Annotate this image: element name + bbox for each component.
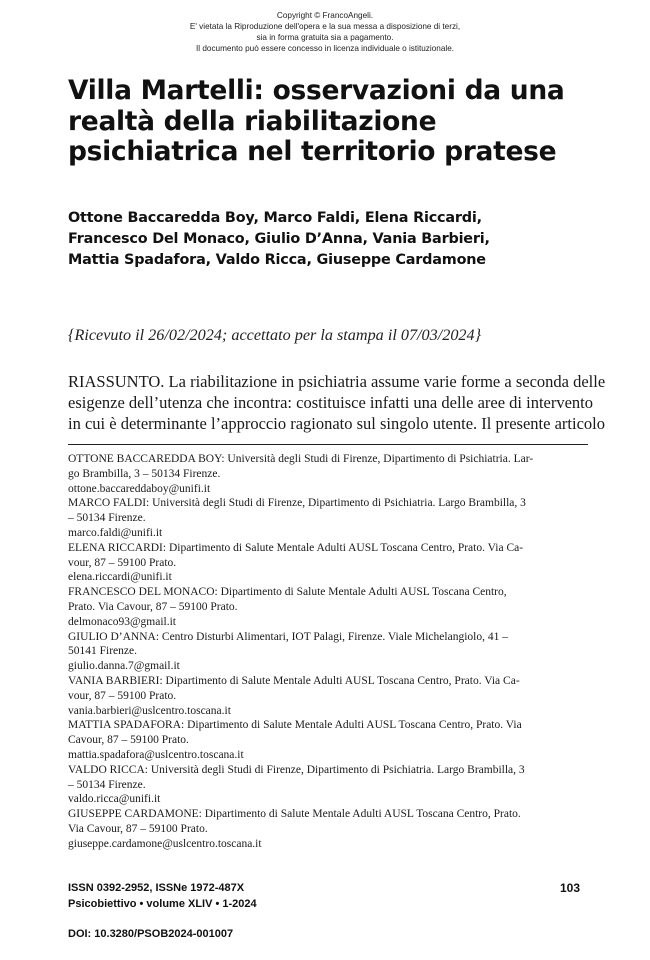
affiliation-line: VANIA BARBIERI: Dipartimento di Salute Mentale Adulti AUSL Toscana Centro, Prato. Via Ca- <box>68 674 520 687</box>
affiliation-line: Prato. Via Cavour, 87 – 59100 Prato. <box>68 600 238 613</box>
doi-line: DOI: 10.3280/PSOB2024-001007 <box>68 928 234 940</box>
copyright-line: Il documento può essere concesso in licenza individuale o istituzionale. <box>195 44 455 53</box>
issn-line: ISSN 0392-2952, ISSNe 1972-487X <box>68 882 245 894</box>
author-line: Mattia Spadafora, Valdo Ricca, Giuseppe Cardamone <box>68 252 486 268</box>
affiliation-line: MATTIA SPADAFORA: Dipartimento di Salute Mentale Adulti AUSL Toscana Centro, Prato. Via <box>68 719 522 732</box>
affiliation-line: FRANCESCO DEL MONACO: Dipartimento di Salute Mentale Adulti AUSL Toscana Centro, <box>68 586 507 599</box>
abstract-line: RIASSUNTO. La riabilitazione in psichiatria assume varie forme a seconda delle <box>68 372 606 391</box>
copyright-line: E' vietata la Riproduzione dell'opera e la sua messa a disposizione di terzi, <box>189 22 461 31</box>
abstract-line: in cui è determinante l’approccio ragionato sul singolo utente. Il presente articolo <box>68 414 605 433</box>
affiliation-line: elena.riccardi@unifi.it <box>68 571 172 584</box>
received-dates: {Ricevuto il 26/02/2024; accettato per la stampa il 07/03/2024} <box>68 326 482 344</box>
affiliation-line: giulio.danna.7@gmail.it <box>68 660 180 673</box>
author-line: Francesco Del Monaco, Giulio D’Anna, Vania Barbieri, <box>68 231 490 247</box>
abstract-line: esigenze dell’utenza che incontra: costituisce infatti una delle aree di intervento <box>68 393 594 412</box>
affiliation-line: valdo.ricca@unifi.it <box>68 793 161 806</box>
affiliation-line: – 50134 Firenze. <box>68 512 146 525</box>
author-line: Ottone Baccaredda Boy, Marco Faldi, Elena Riccardi, <box>68 210 482 226</box>
journal-volume-line: Psicobiettivo • volume XLIV • 1-2024 <box>68 898 257 910</box>
affiliation-line: GIULIO D’ANNA: Centro Disturbi Alimentari, IOT Palagi, Firenze. Viale Michelangiolo, 41 – <box>68 630 508 643</box>
affiliation-line: 50141 Firenze. <box>68 645 137 658</box>
affiliation-line: go Brambilla, 3 – 50134 Firenze. <box>68 467 221 480</box>
copyright-line: Copyright © FrancoAngeli. <box>276 11 374 20</box>
affiliation-line: mattia.spadafora@uslcentro.toscana.it <box>68 748 244 761</box>
page-number: 103 <box>559 881 580 895</box>
footnote-divider <box>68 444 588 445</box>
affiliation-line: vour, 87 – 59100 Prato. <box>68 689 177 702</box>
journal-footer <box>68 880 257 942</box>
copyright-line: sia in forma gratuita sia a pagamento. <box>256 33 394 42</box>
affiliation-line: marco.faldi@unifi.it <box>68 526 163 539</box>
affiliation-line: GIUSEPPE CARDAMONE: Dipartimento di Salute Mentale Adulti AUSL Toscana Centro, Prato. <box>68 808 521 821</box>
affiliation-line: VALDO RICCA: Università degli Studi di Firenze, Dipartimento di Psichiatria. Largo Brambilla, 3 <box>68 763 525 776</box>
affiliation-line: vour, 87 – 59100 Prato. <box>68 556 177 569</box>
affiliation-line: ottone.baccareddaboy@unifi.it <box>68 482 211 495</box>
affiliation-line: Via Cavour, 87 – 59100 Prato. <box>68 822 208 835</box>
abstract <box>68 371 606 434</box>
affiliation-line: delmonaco93@gmail.it <box>68 615 176 628</box>
affiliation-line: – 50134 Firenze. <box>68 778 146 791</box>
affiliation-line: Cavour, 87 – 59100 Prato. <box>68 734 189 747</box>
affiliation-line: giuseppe.cardamone@uslcentro.toscana.it <box>68 837 262 850</box>
affiliation-line: MARCO FALDI: Università degli Studi di Firenze, Dipartimento di Psichiatria. Largo Brambilla, 3 <box>68 497 526 510</box>
affiliation-line: OTTONE BACCAREDDA BOY: Università degli Studi di Firenze, Dipartimento di Psichiatria. Lar- <box>68 453 534 465</box>
affiliation-line: ELENA RICCARDI: Dipartimento di Salute Mentale Adulti AUSL Toscana Centro, Prato. Via Ca- <box>68 541 524 554</box>
affiliation-line: vania.barbieri@uslcentro.toscana.it <box>68 704 231 717</box>
affiliations-footnote <box>68 452 588 852</box>
author-list <box>68 208 628 271</box>
copyright-notice <box>0 10 650 54</box>
article-title: Villa Martelli: osservazioni da una realtà della riabilitazione psichiatrica nel territorio pratese <box>68 75 565 167</box>
